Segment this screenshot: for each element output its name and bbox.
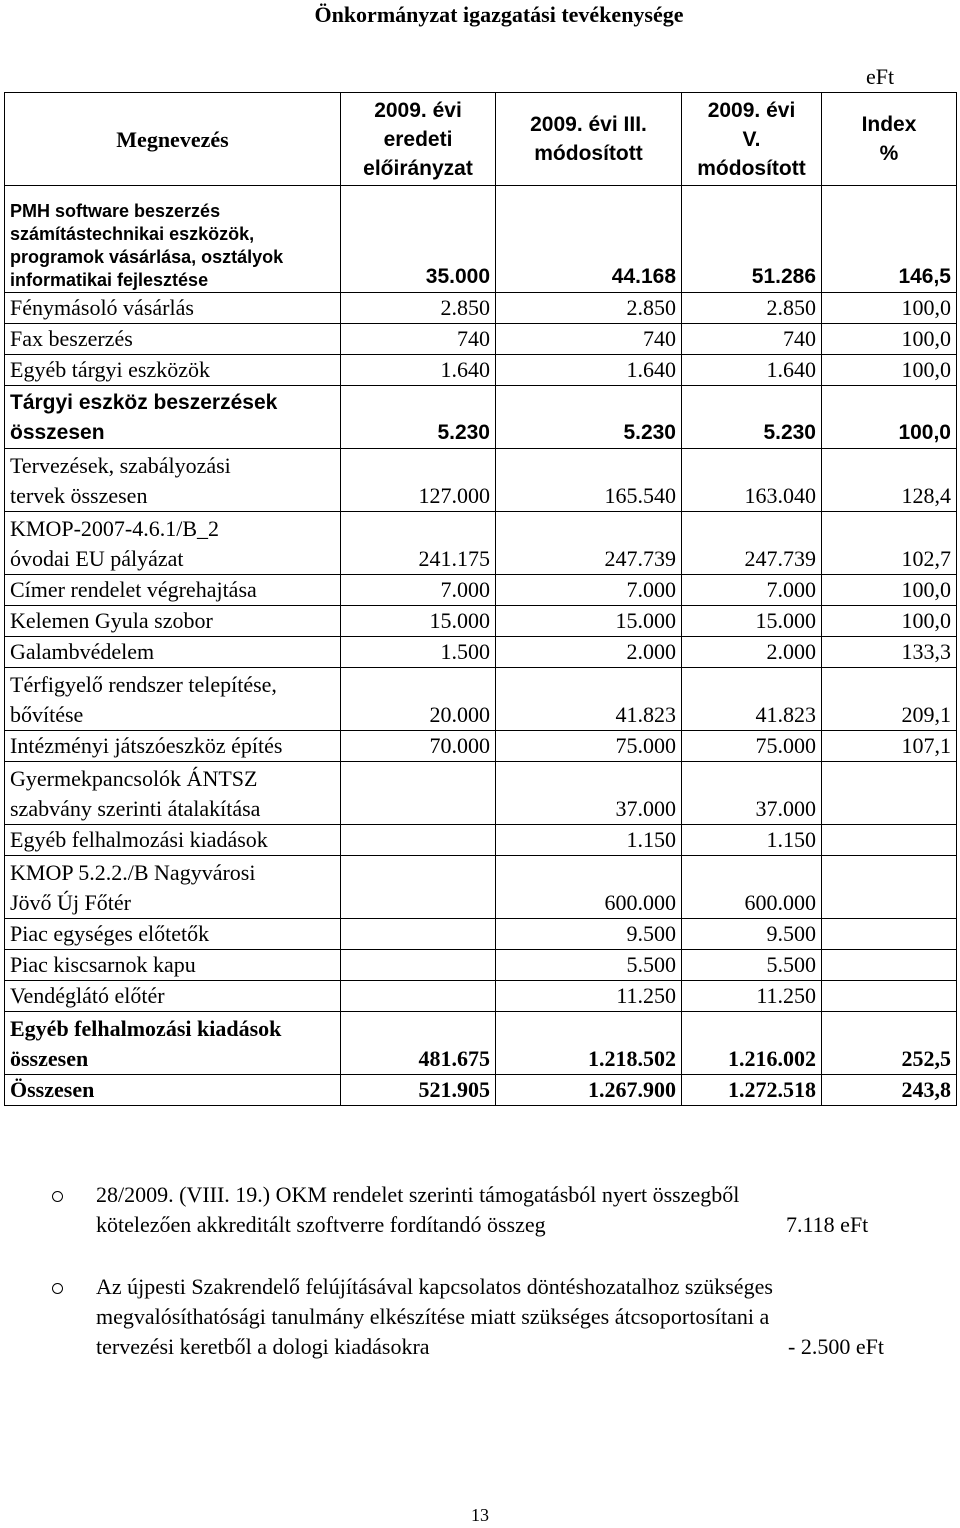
cell-index: 243,8 (822, 1075, 957, 1106)
table-row (5, 355, 957, 386)
cell-mod3: 44.168 (496, 186, 682, 293)
cell-index: 100,0 (822, 386, 957, 449)
table-row (5, 1012, 957, 1075)
cell-mod5: 5.230 (682, 386, 822, 449)
cell-index (822, 762, 957, 825)
cell-mod5: 1.150 (682, 825, 822, 856)
table-row (5, 981, 957, 1012)
row-name: Térfigyelő rendszer telepítése, bővítése (5, 668, 341, 731)
row-name: Galambvédelem (5, 637, 341, 668)
cell-mod3: 75.000 (496, 731, 682, 762)
cell-mod3: 41.823 (496, 668, 682, 731)
cell-mod3: 165.540 (496, 449, 682, 512)
budget-table (4, 92, 957, 1106)
cell-mod3: 247.739 (496, 512, 682, 575)
row-name: Tárgyi eszköz beszerzések összesen (5, 386, 341, 449)
cell-original: 127.000 (341, 449, 496, 512)
cell-mod5: 247.739 (682, 512, 822, 575)
cell-mod3: 9.500 (496, 919, 682, 950)
cell-mod3: 11.250 (496, 981, 682, 1012)
cell-original: 1.500 (341, 637, 496, 668)
row-name: Intézményi játszóeszköz építés (5, 731, 341, 762)
cell-mod3: 5.230 (496, 386, 682, 449)
cell-mod5: 41.823 (682, 668, 822, 731)
cell-index: 100,0 (822, 293, 957, 324)
cell-original: 70.000 (341, 731, 496, 762)
note-szakrendelo (52, 1272, 932, 1362)
cell-original: 740 (341, 324, 496, 355)
note-amount: 7.118 eFt (786, 1212, 869, 1237)
row-name: Összesen (5, 1075, 341, 1106)
cell-mod5: 740 (682, 324, 822, 355)
cell-mod5: 163.040 (682, 449, 822, 512)
cell-mod5: 1.272.518 (682, 1075, 822, 1106)
note-line: kötelezően akkreditált szoftverre fordítandó összeg 7.118 eFt (96, 1210, 932, 1240)
table-row (5, 606, 957, 637)
cell-original: 481.675 (341, 1012, 496, 1075)
header-original: 2009. évi eredeti előirányzat (341, 93, 496, 186)
row-name: Piac kiscsarnok kapu (5, 950, 341, 981)
cell-index: 100,0 (822, 324, 957, 355)
cell-mod5: 2.850 (682, 293, 822, 324)
cell-mod5: 5.500 (682, 950, 822, 981)
table-row (5, 637, 957, 668)
cell-mod3: 1.640 (496, 355, 682, 386)
cell-index: 107,1 (822, 731, 957, 762)
cell-original: 35.000 (341, 186, 496, 293)
cell-index: 209,1 (822, 668, 957, 731)
bullet-icon (52, 1191, 63, 1202)
table-row (5, 731, 957, 762)
row-name: Gyermekpancsolók ÁNTSZ szabvány szerinti átalakítása (5, 762, 341, 825)
header-mod5: 2009. évi V. módosított (682, 93, 822, 186)
cell-index: 128,4 (822, 449, 957, 512)
cell-index: 100,0 (822, 355, 957, 386)
header-index: Index % (822, 93, 957, 186)
row-name: Címer rendelet végrehajtása (5, 575, 341, 606)
cell-mod3: 5.500 (496, 950, 682, 981)
table-row (5, 950, 957, 981)
header-name: Megnevezés (5, 93, 341, 186)
table-row (5, 919, 957, 950)
cell-mod5: 7.000 (682, 575, 822, 606)
row-name: Kelemen Gyula szobor (5, 606, 341, 637)
table-row (5, 293, 957, 324)
row-name: Fénymásoló vásárlás (5, 293, 341, 324)
cell-mod5: 11.250 (682, 981, 822, 1012)
bullet-icon (52, 1283, 63, 1294)
cell-mod5: 51.286 (682, 186, 822, 293)
cell-mod5: 1.216.002 (682, 1012, 822, 1075)
table-row (5, 449, 957, 512)
row-name: Egyéb felhalmozási kiadások összesen (5, 1012, 341, 1075)
note-line: Az újpesti Szakrendelő felújításával kapcsolatos döntéshozatalhoz szükséges (96, 1274, 773, 1299)
cell-original (341, 762, 496, 825)
cell-mod5: 9.500 (682, 919, 822, 950)
cell-original: 1.640 (341, 355, 496, 386)
cell-original (341, 825, 496, 856)
cell-index (822, 919, 957, 950)
note-line: 28/2009. (VIII. 19.) OKM rendelet szerinti támogatásból nyert összegből (96, 1182, 740, 1207)
cell-original: 2.850 (341, 293, 496, 324)
note-line: megvalósíthatósági tanulmány elkészítése miatt szükséges átcsoportosítani a (96, 1304, 770, 1329)
cell-original: 15.000 (341, 606, 496, 637)
cell-original: 5.230 (341, 386, 496, 449)
cell-index (822, 856, 957, 919)
cell-index: 146,5 (822, 186, 957, 293)
table-row (5, 324, 957, 355)
page-number: 13 (471, 1505, 489, 1525)
row-name: Tervezések, szabályozási tervek összesen (5, 449, 341, 512)
cell-mod3: 7.000 (496, 575, 682, 606)
header-mod3: 2009. évi III. módosított (496, 93, 682, 186)
cell-original: 20.000 (341, 668, 496, 731)
cell-mod5: 75.000 (682, 731, 822, 762)
cell-mod3: 740 (496, 324, 682, 355)
cell-original (341, 919, 496, 950)
cell-mod3: 1.267.900 (496, 1075, 682, 1106)
cell-mod3: 15.000 (496, 606, 682, 637)
row-name: Fax beszerzés (5, 324, 341, 355)
page-title: Önkormányzat igazgatási tevékenysége (314, 2, 684, 27)
cell-index: 100,0 (822, 575, 957, 606)
cell-original (341, 981, 496, 1012)
note-software (52, 1180, 932, 1240)
cell-index: 100,0 (822, 606, 957, 637)
cell-mod3: 1.150 (496, 825, 682, 856)
cell-mod5: 15.000 (682, 606, 822, 637)
table-body (5, 186, 957, 1106)
note-line: tervezési keretből a dologi kiadásokra - 2.500 eFt (96, 1332, 932, 1362)
cell-mod3: 600.000 (496, 856, 682, 919)
row-name: KMOP 5.2.2./B Nagyvárosi Jövő Új Főtér (5, 856, 341, 919)
table-row (5, 575, 957, 606)
row-name: Vendéglátó előtér (5, 981, 341, 1012)
table-row (5, 668, 957, 731)
cell-original: 241.175 (341, 512, 496, 575)
row-name: Egyéb felhalmozási kiadások (5, 825, 341, 856)
row-name: KMOP-2007-4.6.1/B_2 óvodai EU pályázat (5, 512, 341, 575)
table-row (5, 762, 957, 825)
cell-mod5: 37.000 (682, 762, 822, 825)
cell-index (822, 981, 957, 1012)
cell-original: 521.905 (341, 1075, 496, 1106)
table-row (5, 825, 957, 856)
cell-mod3: 1.218.502 (496, 1012, 682, 1075)
table-row (5, 856, 957, 919)
table-row (5, 186, 957, 293)
cell-mod3: 2.850 (496, 293, 682, 324)
table-row (5, 512, 957, 575)
cell-mod3: 2.000 (496, 637, 682, 668)
cell-original (341, 856, 496, 919)
cell-index (822, 825, 957, 856)
cell-index: 252,5 (822, 1012, 957, 1075)
cell-mod5: 1.640 (682, 355, 822, 386)
cell-mod5: 600.000 (682, 856, 822, 919)
cell-original (341, 950, 496, 981)
row-name: PMH software beszerzés számítástechnikai eszközök, programok vásárlása, osztályok informatikai fejlesztése (5, 186, 341, 293)
cell-index: 102,7 (822, 512, 957, 575)
unit-label: eFt (866, 64, 895, 89)
note-amount: - 2.500 eFt (788, 1334, 884, 1359)
row-name: Egyéb tárgyi eszközök (5, 355, 341, 386)
cell-mod5: 2.000 (682, 637, 822, 668)
table-row (5, 1075, 957, 1106)
cell-index: 133,3 (822, 637, 957, 668)
cell-original: 7.000 (341, 575, 496, 606)
cell-index (822, 950, 957, 981)
table-header-row (5, 93, 957, 186)
cell-mod3: 37.000 (496, 762, 682, 825)
table-row (5, 386, 957, 449)
row-name: Piac egységes előtetők (5, 919, 341, 950)
